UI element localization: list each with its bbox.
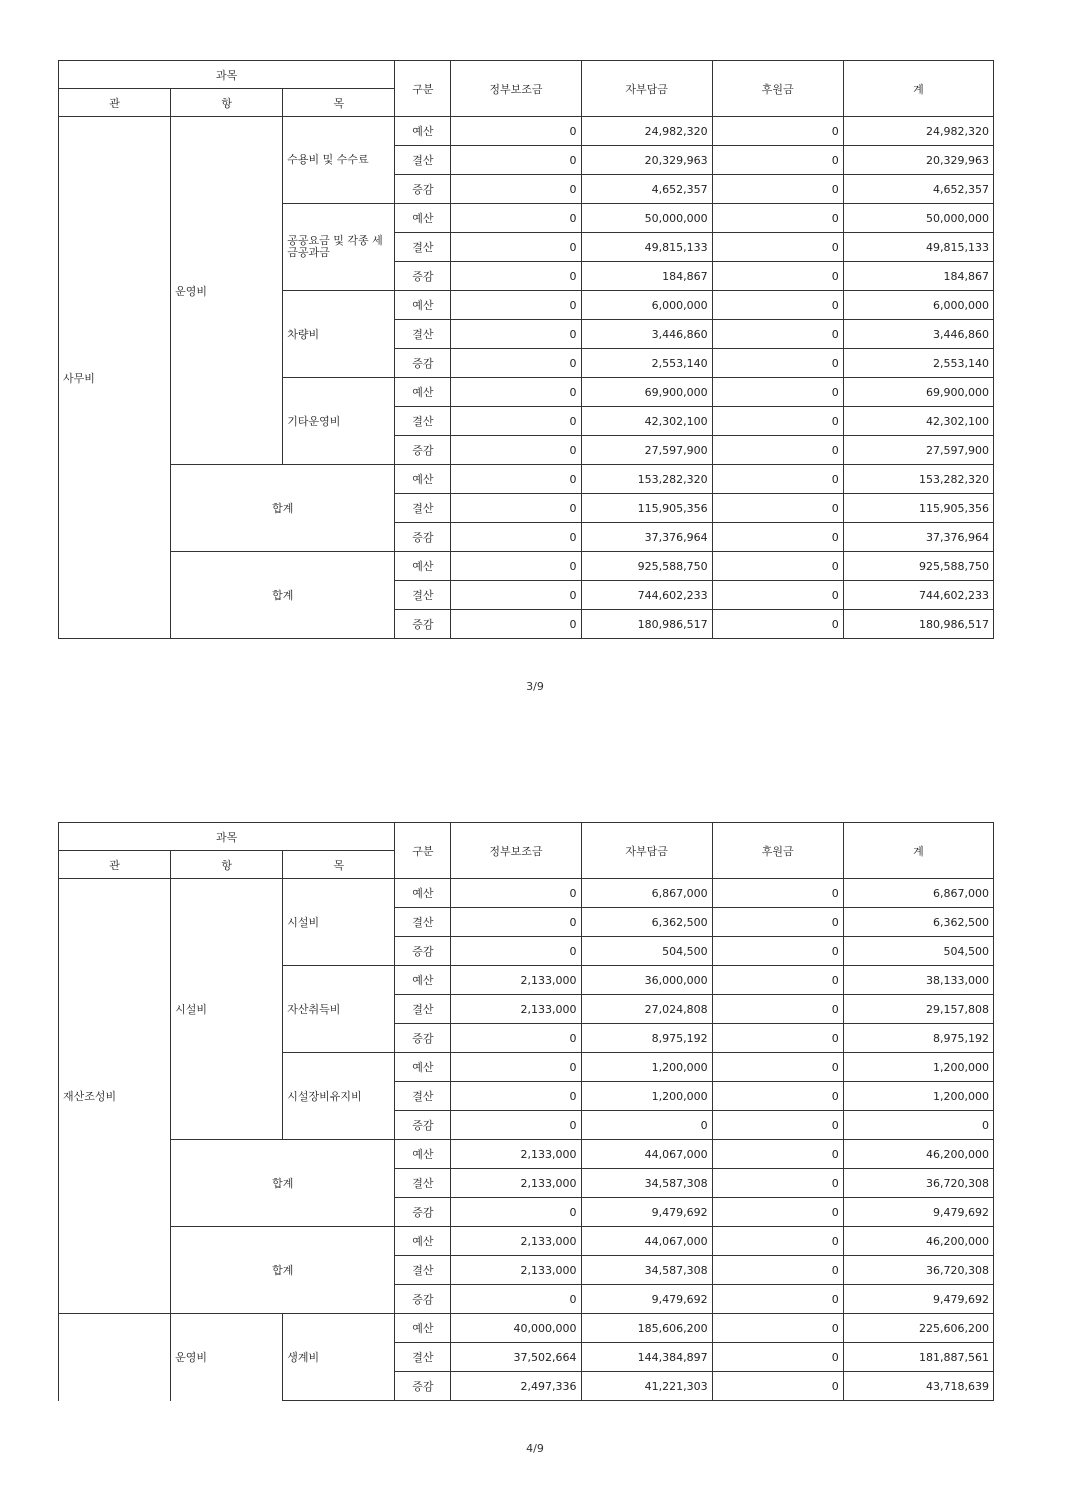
self-funding-cell: 37,376,964 (581, 523, 712, 552)
total-cell: 50,000,000 (843, 204, 993, 233)
hang-total-cell: 합계 (171, 552, 395, 639)
header-mok: 목 (283, 851, 395, 879)
donation-cell: 0 (712, 378, 843, 407)
donation-cell: 0 (712, 1140, 843, 1169)
self-funding-cell: 44,067,000 (581, 1140, 712, 1169)
donation-cell: 0 (712, 523, 843, 552)
header-gubun: 구분 (395, 61, 451, 117)
gov-subsidy-cell: 2,133,000 (451, 1227, 581, 1256)
donation-cell: 0 (712, 1111, 843, 1140)
header-mok: 목 (283, 89, 395, 117)
donation-cell: 0 (712, 1169, 843, 1198)
self-funding-cell: 4,652,357 (581, 175, 712, 204)
table-row (59, 1140, 994, 1169)
total-cell: 3,446,860 (843, 320, 993, 349)
gubun-cell: 예산 (395, 204, 451, 233)
gov-subsidy-cell: 2,133,000 (451, 995, 581, 1024)
self-funding-cell: 36,000,000 (581, 966, 712, 995)
gov-subsidy-cell: 0 (451, 320, 581, 349)
table-row (59, 879, 994, 908)
total-cell: 184,867 (843, 262, 993, 291)
gubun-cell: 결산 (395, 1082, 451, 1111)
gubun-cell: 결산 (395, 1169, 451, 1198)
gubun-cell: 증감 (395, 436, 451, 465)
total-cell: 38,133,000 (843, 966, 993, 995)
table-row (59, 465, 994, 494)
self-funding-cell: 27,024,808 (581, 995, 712, 1024)
donation-cell: 0 (712, 995, 843, 1024)
self-funding-cell: 115,905,356 (581, 494, 712, 523)
header-gwamok: 과목 (59, 823, 395, 851)
mok-cell: 시설장비유지비 (283, 1053, 395, 1140)
gov-subsidy-cell: 0 (451, 233, 581, 262)
gubun-cell: 증감 (395, 262, 451, 291)
donation-cell: 0 (712, 1256, 843, 1285)
total-cell: 115,905,356 (843, 494, 993, 523)
donation-cell: 0 (712, 1024, 843, 1053)
donation-cell: 0 (712, 908, 843, 937)
donation-cell: 0 (712, 320, 843, 349)
gubun-cell: 예산 (395, 552, 451, 581)
self-funding-cell: 185,606,200 (581, 1314, 712, 1343)
mok-cell: 생계비 (283, 1314, 395, 1401)
gov-subsidy-cell: 0 (451, 1198, 581, 1227)
gov-subsidy-cell: 0 (451, 1111, 581, 1140)
donation-cell: 0 (712, 1314, 843, 1343)
self-funding-cell: 50,000,000 (581, 204, 712, 233)
header-gov-subsidy: 정부보조금 (451, 823, 581, 879)
self-funding-cell: 42,302,100 (581, 407, 712, 436)
header-total: 계 (843, 823, 993, 879)
gov-subsidy-cell: 0 (451, 908, 581, 937)
self-funding-cell: 9,479,692 (581, 1285, 712, 1314)
header-donation: 후원금 (712, 61, 843, 117)
total-cell: 504,500 (843, 937, 993, 966)
total-cell: 36,720,308 (843, 1169, 993, 1198)
hang-cell: 운영비 (171, 117, 283, 465)
gwan-cell: 사무비 (59, 117, 171, 639)
donation-cell: 0 (712, 494, 843, 523)
total-cell: 69,900,000 (843, 378, 993, 407)
self-funding-cell: 153,282,320 (581, 465, 712, 494)
gubun-cell: 예산 (395, 465, 451, 494)
gov-subsidy-cell: 0 (451, 262, 581, 291)
mok-cell: 차량비 (283, 291, 395, 378)
gov-subsidy-cell: 0 (451, 1285, 581, 1314)
gubun-cell: 예산 (395, 1227, 451, 1256)
gov-subsidy-cell: 2,133,000 (451, 1169, 581, 1198)
donation-cell: 0 (712, 1343, 843, 1372)
header-donation: 후원금 (712, 823, 843, 879)
total-cell: 6,000,000 (843, 291, 993, 320)
gubun-cell: 결산 (395, 233, 451, 262)
donation-cell: 0 (712, 1082, 843, 1111)
self-funding-cell: 9,479,692 (581, 1198, 712, 1227)
donation-cell: 0 (712, 175, 843, 204)
gubun-cell: 예산 (395, 1053, 451, 1082)
gwan-cell-continued (59, 1314, 171, 1401)
self-funding-cell: 27,597,900 (581, 436, 712, 465)
total-cell: 8,975,192 (843, 1024, 993, 1053)
donation-cell: 0 (712, 879, 843, 908)
total-cell: 225,606,200 (843, 1314, 993, 1343)
total-cell: 153,282,320 (843, 465, 993, 494)
gov-subsidy-cell: 2,497,336 (451, 1372, 581, 1401)
gubun-cell: 예산 (395, 879, 451, 908)
self-funding-cell: 6,000,000 (581, 291, 712, 320)
gov-subsidy-cell: 0 (451, 291, 581, 320)
self-funding-cell: 6,867,000 (581, 879, 712, 908)
donation-cell: 0 (712, 937, 843, 966)
gubun-cell: 결산 (395, 995, 451, 1024)
donation-cell: 0 (712, 1372, 843, 1401)
mok-cell: 시설비 (283, 879, 395, 966)
budget-table (58, 822, 994, 1401)
gubun-cell: 예산 (395, 378, 451, 407)
gubun-cell: 예산 (395, 1314, 451, 1343)
gov-subsidy-cell: 0 (451, 610, 581, 639)
mok-cell: 기타운영비 (283, 378, 395, 465)
gubun-cell: 증감 (395, 349, 451, 378)
gov-subsidy-cell: 0 (451, 204, 581, 233)
gov-subsidy-cell: 0 (451, 494, 581, 523)
header-self-funding: 자부담금 (581, 823, 712, 879)
header-gubun: 구분 (395, 823, 451, 879)
budget-table (58, 60, 994, 639)
donation-cell: 0 (712, 966, 843, 995)
gov-subsidy-cell: 0 (451, 581, 581, 610)
total-cell: 6,867,000 (843, 879, 993, 908)
mok-subtotal-cell: 합계 (171, 1140, 395, 1227)
self-funding-cell: 34,587,308 (581, 1169, 712, 1198)
self-funding-cell: 69,900,000 (581, 378, 712, 407)
total-cell: 0 (843, 1111, 993, 1140)
table-row (59, 117, 994, 146)
gubun-cell: 결산 (395, 1256, 451, 1285)
donation-cell: 0 (712, 436, 843, 465)
total-cell: 29,157,808 (843, 995, 993, 1024)
gubun-cell: 증감 (395, 937, 451, 966)
gubun-cell: 증감 (395, 610, 451, 639)
gov-subsidy-cell: 37,502,664 (451, 1343, 581, 1372)
gov-subsidy-cell: 40,000,000 (451, 1314, 581, 1343)
gov-subsidy-cell: 0 (451, 175, 581, 204)
gov-subsidy-cell: 0 (451, 879, 581, 908)
total-cell: 49,815,133 (843, 233, 993, 262)
header-row (59, 61, 994, 89)
mok-subtotal-cell: 합계 (171, 465, 395, 552)
hang-total-cell: 합계 (171, 1227, 395, 1314)
total-cell: 9,479,692 (843, 1198, 993, 1227)
header-gwan: 관 (59, 851, 171, 879)
gubun-cell: 증감 (395, 1024, 451, 1053)
donation-cell: 0 (712, 465, 843, 494)
donation-cell: 0 (712, 1198, 843, 1227)
gubun-cell: 예산 (395, 291, 451, 320)
donation-cell: 0 (712, 407, 843, 436)
gwan-cell: 재산조성비 (59, 879, 171, 1314)
gubun-cell: 증감 (395, 1372, 451, 1401)
mok-cell: 공공요금 및 각종 세금공과금 (283, 204, 395, 291)
gov-subsidy-cell: 0 (451, 1082, 581, 1111)
gubun-cell: 증감 (395, 1285, 451, 1314)
donation-cell: 0 (712, 204, 843, 233)
donation-cell: 0 (712, 1227, 843, 1256)
self-funding-cell: 0 (581, 1111, 712, 1140)
gov-subsidy-cell: 2,133,000 (451, 1140, 581, 1169)
total-cell: 9,479,692 (843, 1285, 993, 1314)
self-funding-cell: 3,446,860 (581, 320, 712, 349)
gov-subsidy-cell: 0 (451, 1024, 581, 1053)
self-funding-cell: 6,362,500 (581, 908, 712, 937)
total-cell: 24,982,320 (843, 117, 993, 146)
gov-subsidy-cell: 0 (451, 146, 581, 175)
self-funding-cell: 1,200,000 (581, 1082, 712, 1111)
self-funding-cell: 504,500 (581, 937, 712, 966)
donation-cell: 0 (712, 117, 843, 146)
self-funding-cell: 8,975,192 (581, 1024, 712, 1053)
gubun-cell: 결산 (395, 581, 451, 610)
mok-cell: 자산취득비 (283, 966, 395, 1053)
header-total: 계 (843, 61, 993, 117)
gubun-cell: 증감 (395, 523, 451, 552)
gov-subsidy-cell: 2,133,000 (451, 1256, 581, 1285)
self-funding-cell: 2,553,140 (581, 349, 712, 378)
page-number-1: 3/9 (526, 680, 544, 693)
self-funding-cell: 1,200,000 (581, 1053, 712, 1082)
self-funding-cell: 925,588,750 (581, 552, 712, 581)
total-cell: 46,200,000 (843, 1227, 993, 1256)
self-funding-cell: 744,602,233 (581, 581, 712, 610)
donation-cell: 0 (712, 1285, 843, 1314)
total-cell: 46,200,000 (843, 1140, 993, 1169)
total-cell: 42,302,100 (843, 407, 993, 436)
total-cell: 2,553,140 (843, 349, 993, 378)
donation-cell: 0 (712, 610, 843, 639)
donation-cell: 0 (712, 146, 843, 175)
gubun-cell: 결산 (395, 1343, 451, 1372)
total-cell: 925,588,750 (843, 552, 993, 581)
table-row (59, 1227, 994, 1256)
gubun-cell: 결산 (395, 407, 451, 436)
gov-subsidy-cell: 0 (451, 1053, 581, 1082)
header-row (59, 823, 994, 851)
total-cell: 181,887,561 (843, 1343, 993, 1372)
donation-cell: 0 (712, 233, 843, 262)
self-funding-cell: 184,867 (581, 262, 712, 291)
table-row (59, 1314, 994, 1343)
gubun-cell: 예산 (395, 117, 451, 146)
total-cell: 37,376,964 (843, 523, 993, 552)
gubun-cell: 예산 (395, 966, 451, 995)
total-cell: 27,597,900 (843, 436, 993, 465)
total-cell: 43,718,639 (843, 1372, 993, 1401)
gov-subsidy-cell: 0 (451, 552, 581, 581)
self-funding-cell: 41,221,303 (581, 1372, 712, 1401)
gubun-cell: 결산 (395, 908, 451, 937)
self-funding-cell: 44,067,000 (581, 1227, 712, 1256)
self-funding-cell: 49,815,133 (581, 233, 712, 262)
header-gwan: 관 (59, 89, 171, 117)
gov-subsidy-cell: 0 (451, 407, 581, 436)
self-funding-cell: 24,982,320 (581, 117, 712, 146)
gubun-cell: 예산 (395, 1140, 451, 1169)
gov-subsidy-cell: 0 (451, 523, 581, 552)
gubun-cell: 결산 (395, 146, 451, 175)
donation-cell: 0 (712, 581, 843, 610)
gov-subsidy-cell: 2,133,000 (451, 966, 581, 995)
gubun-cell: 증감 (395, 1198, 451, 1227)
total-cell: 4,652,357 (843, 175, 993, 204)
header-hang: 항 (171, 89, 283, 117)
gov-subsidy-cell: 0 (451, 465, 581, 494)
donation-cell: 0 (712, 1053, 843, 1082)
page-number-2: 4/9 (526, 1442, 544, 1455)
gubun-cell: 결산 (395, 320, 451, 349)
header-gov-subsidy: 정부보조금 (451, 61, 581, 117)
self-funding-cell: 144,384,897 (581, 1343, 712, 1372)
total-cell: 6,362,500 (843, 908, 993, 937)
gov-subsidy-cell: 0 (451, 378, 581, 407)
hang-cell: 운영비 (171, 1314, 283, 1401)
gov-subsidy-cell: 0 (451, 436, 581, 465)
header-hang: 항 (171, 851, 283, 879)
total-cell: 744,602,233 (843, 581, 993, 610)
gubun-cell: 증감 (395, 175, 451, 204)
hang-cell: 시설비 (171, 879, 283, 1140)
total-cell: 20,329,963 (843, 146, 993, 175)
header-gwamok: 과목 (59, 61, 395, 89)
total-cell: 180,986,517 (843, 610, 993, 639)
donation-cell: 0 (712, 291, 843, 320)
gov-subsidy-cell: 0 (451, 117, 581, 146)
donation-cell: 0 (712, 262, 843, 291)
gov-subsidy-cell: 0 (451, 349, 581, 378)
total-cell: 36,720,308 (843, 1256, 993, 1285)
mok-cell: 수용비 및 수수료 (283, 117, 395, 204)
total-cell: 1,200,000 (843, 1082, 993, 1111)
table-row (59, 552, 994, 581)
self-funding-cell: 34,587,308 (581, 1256, 712, 1285)
header-self-funding: 자부담금 (581, 61, 712, 117)
donation-cell: 0 (712, 552, 843, 581)
gubun-cell: 결산 (395, 494, 451, 523)
total-cell: 1,200,000 (843, 1053, 993, 1082)
donation-cell: 0 (712, 349, 843, 378)
self-funding-cell: 20,329,963 (581, 146, 712, 175)
self-funding-cell: 180,986,517 (581, 610, 712, 639)
gov-subsidy-cell: 0 (451, 937, 581, 966)
gubun-cell: 증감 (395, 1111, 451, 1140)
